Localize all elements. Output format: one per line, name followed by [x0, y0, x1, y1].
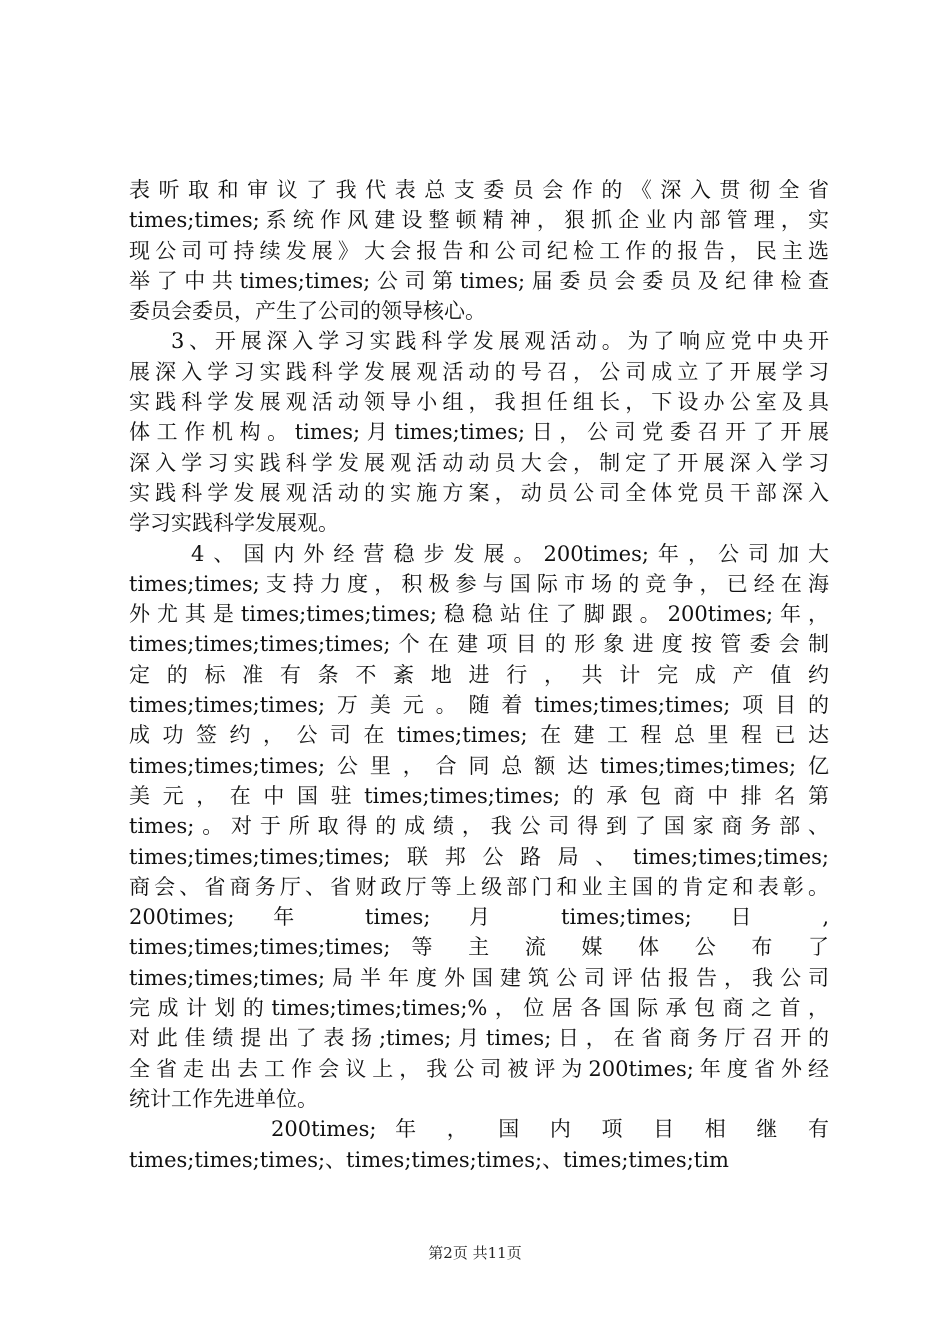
text-line: 学习实践科学发展观。	[129, 511, 339, 536]
text-line: 定的标准有条不紊地进行，共计完成产值约	[129, 662, 829, 687]
text-line: 表听取和审议了我代表总支委员会作的《深入贯彻全省	[129, 178, 829, 202]
text-line: 4、国内外经营稳步发展。200times;年，公司加大	[191, 541, 829, 566]
text-line: 实践科学发展观活动领导小组，我担任组长，下设办公室及具	[129, 390, 829, 415]
text-line: 全省走出去工作会议上，我公司被评为200times;年度省外经	[129, 1056, 829, 1081]
page-footer: 第2页 共11页	[428, 1244, 522, 1262]
text-line: 深入学习实践科学发展观活动动员大会，制定了开展深入学习	[129, 450, 829, 475]
text-line: times;times;times;公里，合同总额达times;times;times;亿	[129, 753, 829, 778]
text-line: 商会、省商务厅、省财政厅等上级部门和业主国的肯定和表彰。	[129, 874, 829, 899]
text-line: times;times;times;times;联邦公路局、times;times;times;	[129, 844, 829, 869]
text-line: times;times;times;times;个在建项目的形象进度按管委会制	[129, 632, 829, 657]
text-line: 统计工作先进单位。	[129, 1086, 318, 1111]
text-line: times;times;系统作风建设整顿精神，狠抓企业内部管理，实	[129, 208, 829, 233]
text-line: 美元，在中国驻times;times;times;的承包商中排名第	[129, 783, 829, 808]
text-line: 完成计划的times;times;times;%，位居各国际承包商之首，	[129, 996, 829, 1021]
text-line: 委员会委员，产生了公司的领导核心。	[129, 299, 486, 324]
text-line: 3、开展深入学习实践科学发展观活动。为了响应党中央开	[171, 329, 829, 354]
text-line: 现公司可持续发展》大会报告和公司纪检工作的报告，民主选	[129, 238, 829, 263]
text-line: 外尤其是times;times;times;稳稳站住了脚跟。200times;年，	[129, 602, 829, 627]
text-line: 对此佳绩提出了表扬;times;月times;日，在省商务厅召开的	[129, 1026, 829, 1051]
text-line: 体工作机构。times;月times;times;日，公司党委召开了开展	[129, 420, 829, 445]
text-line: 成功签约，公司在times;times;在建工程总里程已达	[129, 723, 829, 748]
text-line: times;times;times;times; 等 主 流 媒 体 公 布 了	[129, 935, 829, 960]
text-line: 展深入学习实践科学发展观活动的号召，公司成立了开展学习	[129, 359, 829, 384]
text-line: 举了中共times;times;公司第times;届委员会委员及纪律检查	[129, 268, 829, 293]
body-text	[129, 175, 829, 1175]
text-line: times;times;times;万美元。随着times;times;times;项目的	[129, 693, 829, 718]
text-line: times;。对于所取得的成绩，我公司得到了国家商务部、	[129, 814, 829, 839]
text-line: times;times;times;、times;times;times;、times;times;tim	[129, 1147, 729, 1172]
text-line: 200times; 年 ， 国 内 项 目 相 继 有	[271, 1117, 829, 1142]
text-line: 实践科学发展观活动的实施方案，动员公司全体党员干部深入	[129, 480, 829, 505]
text-line: times;times;times;局半年度外国建筑公司评估报告，我公司	[129, 965, 829, 990]
text-line: 200times; 年 times; 月 times;times; 日 ,	[129, 905, 829, 930]
text-line: times;times;支持力度，积极参与国际市场的竞争，已经在海	[129, 571, 829, 596]
